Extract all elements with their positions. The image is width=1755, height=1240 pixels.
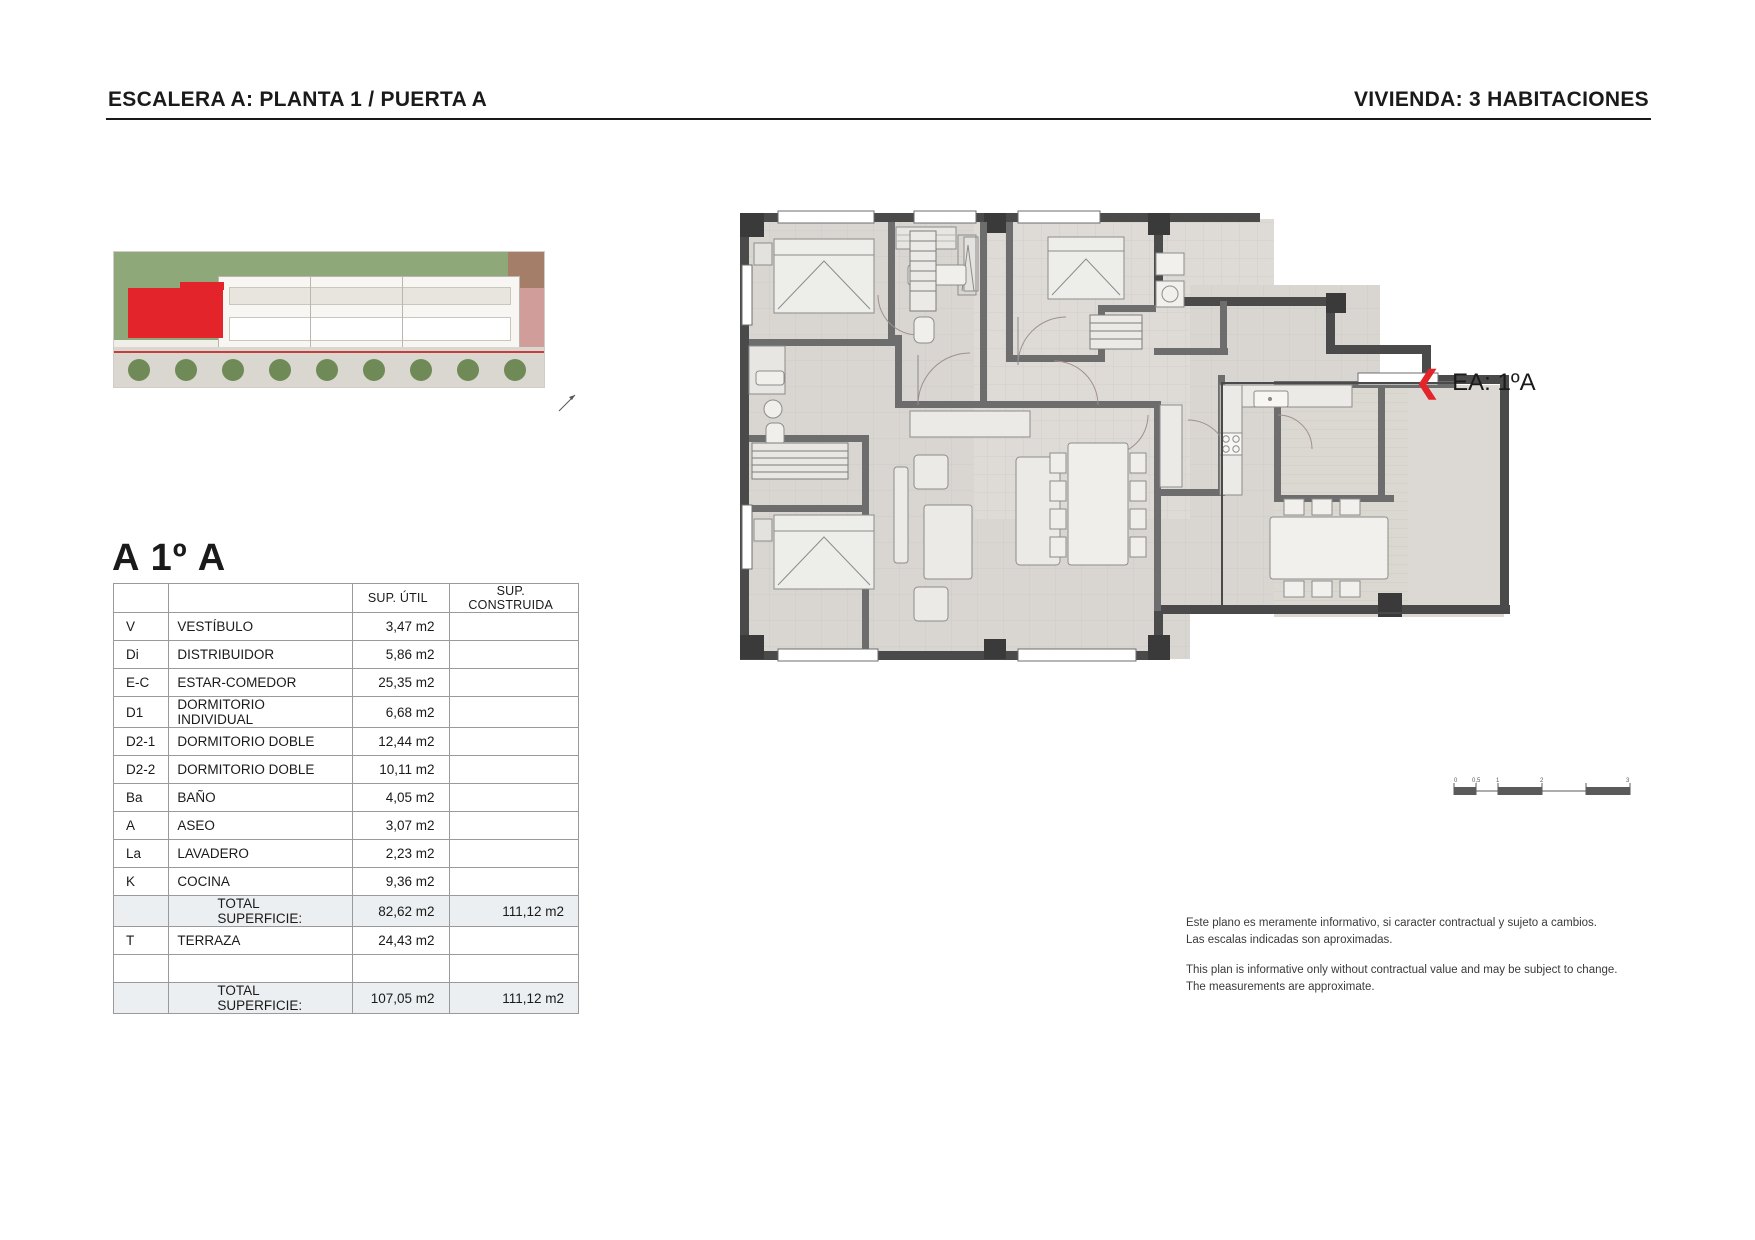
- cell-code: [114, 896, 169, 927]
- disclaimer-en-line2: The measurements are approximate.: [1186, 981, 1375, 994]
- unit-title: A 1º A: [112, 537, 227, 579]
- floor-plan-drawing: [718, 205, 1618, 725]
- cell-name: [169, 955, 353, 983]
- cell-constr: [449, 613, 579, 641]
- disclaimer-es-line1: Este plano es meramente informativo, si caracter contractual y sujeto a cambios.: [1186, 917, 1597, 929]
- table-row: [114, 697, 579, 728]
- table-row: [114, 840, 579, 868]
- cell-name: DISTRIBUIDOR: [169, 641, 353, 669]
- scale-tick-3: 2: [1540, 778, 1544, 784]
- header-row: [106, 88, 1651, 112]
- cell-constr: [449, 868, 579, 896]
- site-highlighted-unit-step: [180, 282, 224, 290]
- cell-code: La: [114, 840, 169, 868]
- cell-name: TOTAL SUPERFICIE:: [169, 896, 353, 927]
- table-row-terrace: [114, 927, 579, 955]
- table-row: [114, 812, 579, 840]
- scale-bar: [1452, 775, 1632, 801]
- cell-name: LAVADERO: [169, 840, 353, 868]
- cell-code: D2-1: [114, 728, 169, 756]
- cell-code: T: [114, 927, 169, 955]
- header-title-right: VIVIENDA: 3 HABITACIONES: [1353, 88, 1649, 111]
- table-row: [114, 728, 579, 756]
- cell-util: 4,05 m2: [353, 784, 449, 812]
- cell-constr: [449, 641, 579, 669]
- cell-name: TOTAL SUPERFICIE:: [169, 983, 353, 1014]
- cell-util: 3,07 m2: [353, 812, 449, 840]
- cell-code: E-C: [114, 669, 169, 697]
- scale-tick-0: 0: [1454, 778, 1458, 784]
- th-code: [114, 584, 169, 613]
- scale-tick-4: 3: [1626, 778, 1630, 784]
- cell-constr: [449, 840, 579, 868]
- cell-util: [353, 955, 449, 983]
- table-row: [114, 641, 579, 669]
- disclaimer-en: [1186, 962, 1656, 995]
- arrow-left-icon: ❮: [1415, 366, 1441, 399]
- site-tree-row: [114, 351, 544, 385]
- cell-constr: [449, 728, 579, 756]
- disclaimer-es: [1186, 915, 1656, 948]
- cell-constr: [449, 955, 579, 983]
- area-table: [113, 583, 579, 1014]
- scale-tick-1: 0,5: [1472, 778, 1481, 784]
- table-row: [114, 613, 579, 641]
- cell-name: ESTAR-COMEDOR: [169, 669, 353, 697]
- cell-code: Ba: [114, 784, 169, 812]
- cell-util: 25,35 m2: [353, 669, 449, 697]
- cell-util: 9,36 m2: [353, 868, 449, 896]
- cell-name: ASEO: [169, 812, 353, 840]
- cell-constr: 111,12 m2: [449, 983, 579, 1014]
- disclaimer-es-line2: Las escalas indicadas son aproximadas.: [1186, 933, 1393, 946]
- scale-tick-2: 1: [1496, 778, 1500, 784]
- cell-constr: [449, 784, 579, 812]
- th-name: [169, 584, 353, 613]
- cell-constr: 111,12 m2: [449, 896, 579, 927]
- cell-constr: [449, 812, 579, 840]
- cell-util: 12,44 m2: [353, 728, 449, 756]
- header-title-left: ESCALERA A: PLANTA 1 / PUERTA A: [108, 88, 488, 111]
- table-header-row: [114, 584, 579, 613]
- north-arrow-icon: [556, 392, 578, 414]
- cell-code: D1: [114, 697, 169, 728]
- disclaimer-en-line1: This plan is informative only without contractual value and may be subject to change.: [1186, 964, 1618, 977]
- cell-constr: [449, 669, 579, 697]
- site-building-units: [229, 317, 511, 341]
- site-highlighted-unit: [128, 288, 223, 338]
- cell-constr: [449, 927, 579, 955]
- site-building-sep-2: [310, 276, 311, 348]
- cell-name: DORMITORIO DOBLE: [169, 728, 353, 756]
- cell-util: 10,11 m2: [353, 756, 449, 784]
- cell-name: DORMITORIO INDIVIDUAL: [169, 697, 353, 728]
- cell-code: D2-2: [114, 756, 169, 784]
- cell-util: 6,68 m2: [353, 697, 449, 728]
- table-total-row: [114, 983, 579, 1014]
- cell-name: COCINA: [169, 868, 353, 896]
- table-row: [114, 669, 579, 697]
- cell-util: 3,47 m2: [353, 613, 449, 641]
- table-row: [114, 756, 579, 784]
- disclaimer-block: [1186, 915, 1656, 996]
- cell-util: 5,86 m2: [353, 641, 449, 669]
- plan-unit-label: EA: 1ºA: [1452, 369, 1536, 396]
- cell-code: K: [114, 868, 169, 896]
- table-subtotal-row: [114, 896, 579, 927]
- sheet-header: [106, 88, 1651, 120]
- site-building-outline: [218, 276, 520, 350]
- site-building-corridor: [229, 287, 511, 305]
- plan-unit-marker: [1415, 368, 1536, 398]
- cell-util: 2,23 m2: [353, 840, 449, 868]
- cell-util: 24,43 m2: [353, 927, 449, 955]
- site-building-sep-3: [402, 276, 403, 348]
- cell-name: DORMITORIO DOBLE: [169, 756, 353, 784]
- table-row: [114, 868, 579, 896]
- header-divider: [106, 118, 1651, 120]
- cell-util: 107,05 m2: [353, 983, 449, 1014]
- site-key-map: [113, 251, 545, 388]
- cell-name: BAÑO: [169, 784, 353, 812]
- cell-constr: [449, 697, 579, 728]
- cell-code: Di: [114, 641, 169, 669]
- th-sup-util: SUP. ÚTIL: [353, 584, 449, 613]
- table-row: [114, 784, 579, 812]
- th-sup-construida: SUP. CONSTRUIDA: [449, 584, 579, 613]
- cell-util: 82,62 m2: [353, 896, 449, 927]
- cell-name: TERRAZA: [169, 927, 353, 955]
- cell-constr: [449, 756, 579, 784]
- cell-code: [114, 983, 169, 1014]
- cell-code: V: [114, 613, 169, 641]
- cell-name: VESTÍBULO: [169, 613, 353, 641]
- table-spacer-row: [114, 955, 579, 983]
- cell-code: A: [114, 812, 169, 840]
- cell-code: [114, 955, 169, 983]
